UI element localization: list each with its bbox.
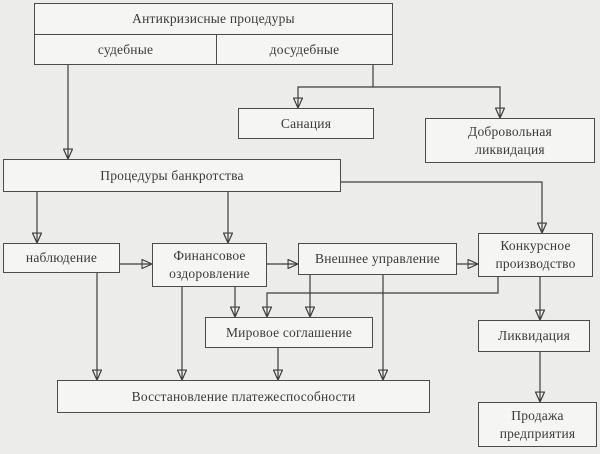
node-liquidation: Ликвидация [478,320,590,352]
node-bankruptcy-procedures: Процедуры банкротства [3,159,341,192]
node-external-management: Внешнее управление [298,243,457,275]
anticrisis-subrow [35,35,392,64]
node-solvency-restoration: Восстановление платежеспособности [57,380,430,413]
edge-prejudicial-to-sanation [298,87,373,107]
edge-prejudicial-to-voluntary-liquidation [373,87,500,117]
edge-bankruptcy-to-receivership [341,182,542,232]
node-prejudicial: досудебные [216,35,392,64]
node-sanation: Санация [238,108,374,139]
node-observation: наблюдение [3,243,120,273]
node-voluntary-liquidation: Добровольная ликвидация [425,118,595,163]
anticrisis-title: Антикризисные процедуры [35,4,392,35]
node-receivership: Конкурсное производство [478,233,593,277]
node-financial-recovery: Финансовое оздоровление [152,243,267,287]
node-judicial: судебные [97,41,154,57]
node-anticrisis-procedures-table [34,3,393,65]
node-settlement-agreement: Мировое соглашение [205,317,373,348]
node-enterprise-sale: Продажа предприятия [478,402,597,447]
